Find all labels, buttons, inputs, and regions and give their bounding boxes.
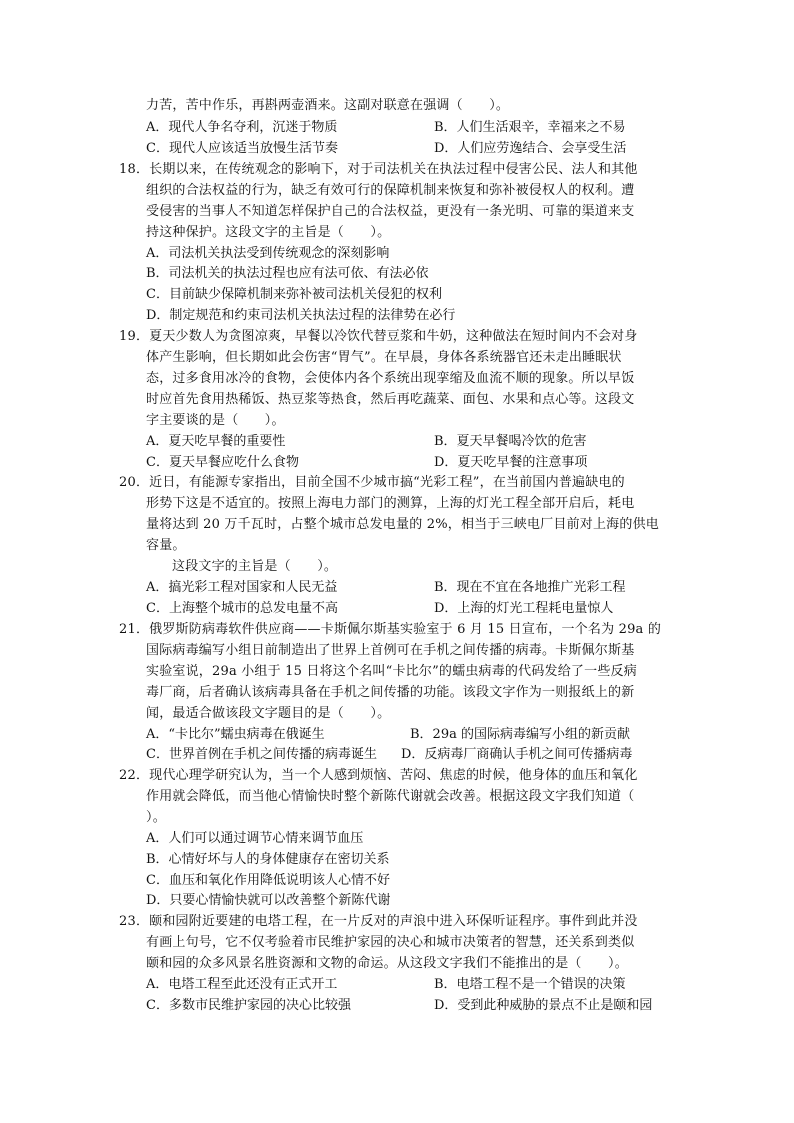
q19-option-a: A．夏天吃早餐的重要性 (146, 434, 286, 449)
q20-stem-line-1: 20．近日，有能源专家指出，目前全国不少城市搞“光彩工程”，在当前国内普遍缺电的 (119, 475, 625, 490)
q18-stem-line-4: 持这种保护。这段文字的主旨是（ ）。 (146, 225, 391, 240)
q22-stem-line-2: 作用就会降低，而当他心情愉快时整个新陈代谢就会改善。根据这段文字我们知道（ (146, 789, 635, 804)
q19-stem-line-4: 时应首先食用热稀饭、热豆浆等热食，然后再吃蔬菜、面包、水果和点心等。这段文 (146, 392, 635, 407)
q22-option-a: A．人们可以通过调节心情来调节血压 (146, 831, 364, 846)
q22-option-d: D．只要心情愉快就可以改善整个新陈代谢 (146, 893, 391, 908)
q19-option-d: D．夏天吃早餐的注意事项 (434, 455, 588, 470)
q18-stem-line-2: 组织的合法权益的行为，缺乏有效可行的保障机制来恢复和弥补被侵权人的权利。遭 (146, 183, 635, 198)
q21-stem-line-5: 闻，最适合做该段文字题目的是（ ）。 (146, 706, 391, 721)
q20-option-b: B．现在不宜在各地推广光彩工程 (434, 580, 626, 595)
q17-option-c: C．现代人应该适当放慢生活节奏 (146, 141, 338, 156)
q18-option-b: B．司法机关的执法过程也应有法可依、有法必依 (146, 266, 429, 281)
q19-option-b: B．夏天早餐喝冷饮的危害 (434, 434, 587, 449)
q18-stem-line-3: 受侵害的当事人不知道怎样保护自己的合法权益，更没有一条光明、可靠的渠道来支 (146, 204, 635, 219)
q22-option-c: C．血压和氧化作用降低说明该人心情不好 (146, 873, 390, 888)
q20-stem-line-3: 量将达到 20 万千瓦时，占整个城市总发电量的 2%，相当于三峡电厂目前对上海的供电 (146, 517, 659, 532)
q21-option-a: A．“卡比尔”蠕虫病毒在俄诞生 (146, 727, 325, 742)
q18-option-d: D．制定规范和约束司法机关执法过程的法律势在必行 (146, 308, 456, 323)
q22-stem-line-3: ）。 (146, 810, 166, 825)
q20-stem-line-2: 形势下这是不适宜的。按照上海电力部门的测算，上海的灯光工程全部开启后，耗电 (146, 496, 635, 511)
q22-stem-line-1: 22．现代心理学研究认为，当一个人感到烦恼、苦闷、焦虑的时候，他身体的血压和氧化 (119, 768, 638, 783)
q17-option-b: B．人们生活艰辛，幸福来之不易 (434, 120, 626, 135)
q20-stem-line-4: 容量。 (146, 538, 186, 553)
q21-option-d: D．反病毒厂商确认手机之间可传播病毒 (401, 747, 633, 762)
q17-stem-tail: 力苦，苦中作乐，再斟两壶酒来。这副对联意在强调（ ）。 (146, 98, 510, 113)
q19-option-c: C．夏天早餐应吃什么食物 (146, 455, 299, 470)
q18-stem-line-1: 18．长期以来，在传统观念的影响下，对于司法机关在执法过程中侵害公民、法人和其他 (119, 162, 638, 177)
q21-option-c: C．世界首例在手机之间传播的病毒诞生 (146, 747, 377, 762)
q21-stem-line-4: 毒厂商，后者确认该病毒具备在手机之间传播的功能。该段文字作为一则报纸上的新 (146, 685, 635, 700)
q20-option-a: A．搞光彩工程对国家和人民无益 (146, 580, 338, 595)
q19-stem-line-1: 19．夏天少数人为贪图凉爽，早餐以冷饮代替豆浆和牛奶，这种做法在短时间内不会对身 (119, 329, 638, 344)
q19-stem-line-2: 体产生影响，但长期如此会伤害“胃气”。在早晨，身体各系统器官还未走出睡眠状 (146, 350, 622, 365)
q18-option-c: C．目前缺少保障机制来弥补被司法机关侵犯的权利 (146, 287, 442, 302)
q18-option-a: A．司法机关执法受到传统观念的深刻影响 (146, 246, 390, 261)
q23-option-c: C．多数市民维护家园的决心比较强 (146, 998, 351, 1013)
q20-stem-line-5: 这段文字的主旨是（ ）。 (172, 559, 338, 574)
q23-option-b: B．电塔工程不是一个错误的决策 (434, 977, 626, 992)
q17-option-a: A．现代人争名夺利，沉迷于物质 (146, 120, 338, 135)
q21-stem-line-2: 国际病毒编写小组日前制造出了世界上首例可在手机之间传播的病毒。卡斯佩尔斯基 (146, 643, 635, 658)
q22-option-b: B．心情好坏与人的身体健康存在密切关系 (146, 852, 390, 867)
q23-option-a: A．电塔工程至此还没有正式开工 (146, 977, 338, 992)
q23-stem-line-3: 颐和园的众多风景名胜资源和文物的命运。从这段文字我们不能推出的是（ ）。 (146, 956, 628, 971)
q19-stem-line-5: 字主要谈的是（ ）。 (146, 413, 285, 428)
q19-stem-line-3: 态，过多食用冰冷的食物，会使体内各个系统出现挛缩及血流不顺的现象。所以早饭 (146, 371, 635, 386)
q21-stem-line-1: 21．俄罗斯防病毒软件供应商——卡斯佩尔斯基实验室于 6 月 15 日宣布，一个名为 29a 的 (119, 622, 662, 637)
q17-option-d: D．人们应劳逸结合、会享受生活 (434, 141, 627, 156)
q20-option-d: D．上海的灯光工程耗电量惊人 (434, 601, 614, 616)
q23-stem-line-2: 有画上句号，它不仅考验着市民维护家园的决心和城市决策者的智慧，还关系到类似 (146, 935, 635, 950)
q21-option-b: B．29a 的国际病毒编写小组的新贡献 (410, 727, 630, 742)
q20-option-c: C．上海整个城市的总发电量不高 (146, 601, 338, 616)
q23-option-d: D．受到此种威胁的景点不止是颐和园 (434, 998, 653, 1013)
q21-stem-line-3: 实验室说，29a 小组于 15 日将这个名叫“卡比尔”的蠕虫病毒的代码发给了一些反病 (146, 664, 637, 679)
q23-stem-line-1: 23．颐和园附近要建的电塔工程，在一片反对的声浪中进入环保听证程序。事件到此并没 (119, 914, 638, 929)
